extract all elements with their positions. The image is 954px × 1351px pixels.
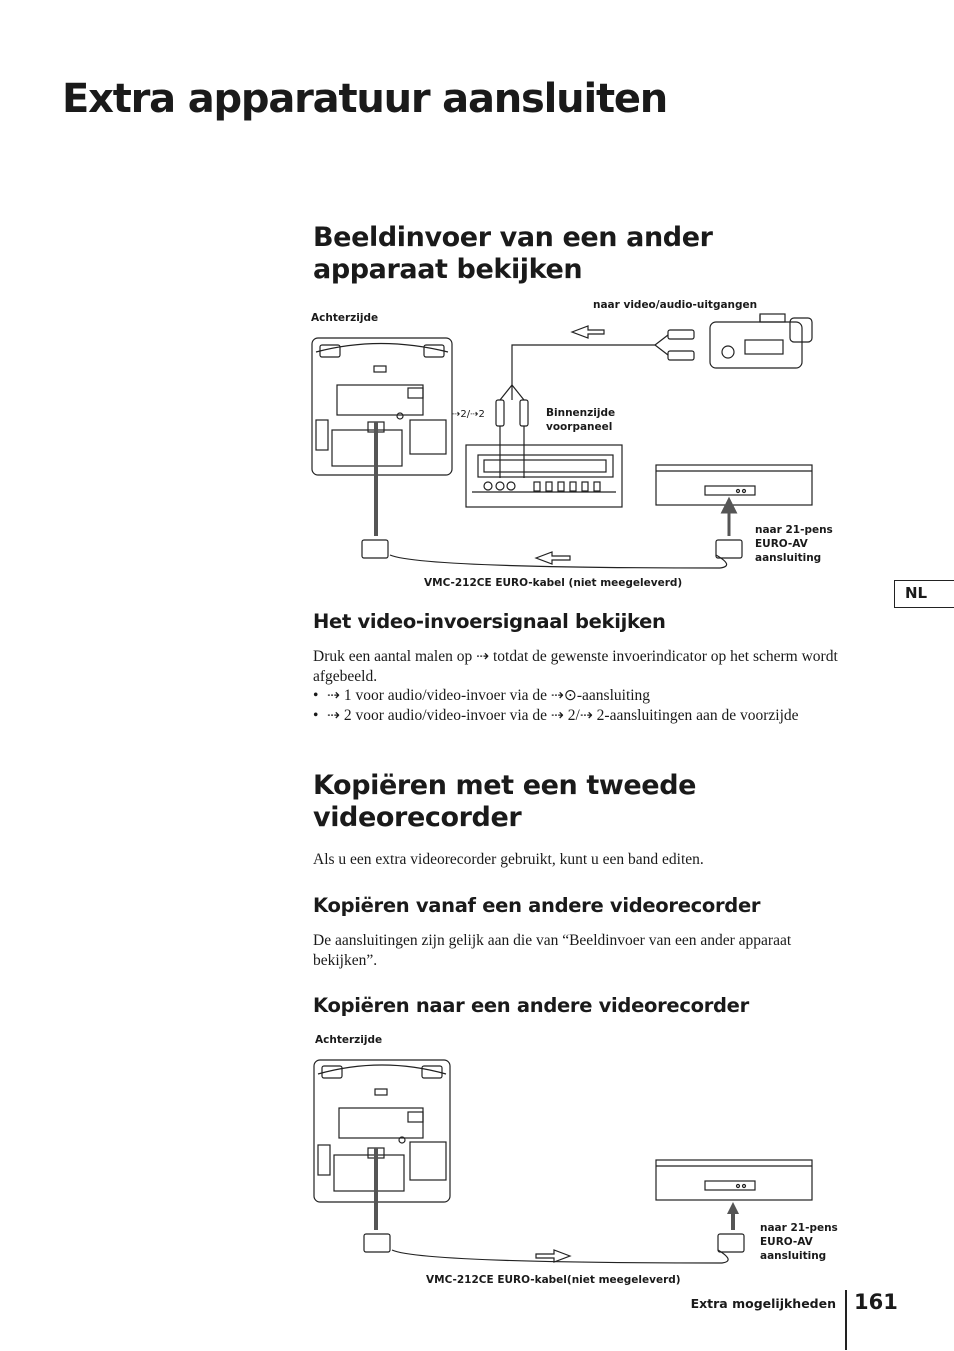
label-cable: VMC-212CE EURO-kabel (niet meegeleverd)	[424, 577, 683, 589]
label-av-out: naar video/audio-uitgangen	[593, 299, 758, 311]
subheading-copy-to: Kopiëren naar een andere videorecorder	[313, 994, 749, 1017]
label-euro-connector: naar 21-pens EURO-AV aansluiting	[755, 524, 833, 564]
copy-from-text: De aansluitingen zijn gelijk aan die van “Beeldinvoer van een ander apparaat bekijken”.	[313, 932, 792, 969]
tv-rear-illustration	[314, 1060, 450, 1202]
copy-intro: Als u een extra videorecorder gebruikt, kunt u een band editen.	[313, 851, 704, 868]
footer-section-name: Extra mogelijkheden	[690, 1296, 836, 1311]
list-item: • ⇢ 2 voor audio/video-invoer via de ⇢ 2/⇢ 2-aansluitingen aan de voorzijde	[313, 706, 799, 724]
subheading-video-input: Het video-invoersignaal bekijken	[313, 610, 666, 633]
label-front-panel: Binnenzijde voorpaneel	[546, 407, 616, 433]
label-rear: Achterzijde	[315, 1034, 383, 1046]
external-device-illustration	[656, 1160, 812, 1200]
footer-divider	[845, 1290, 847, 1350]
intro-text: Druk een aantal malen op ⇢ totdat de gewenste invoerindicator op het scherm wordt afgebeeld.	[313, 648, 838, 685]
label-euro-connector: naar 21-pens EURO-AV aansluiting	[760, 1222, 838, 1262]
page-title: Extra apparatuur aansluiten	[62, 76, 668, 122]
label-cable: VMC-212CE EURO-kabel(niet meegeleverd)	[426, 1274, 681, 1286]
label-rear: Achterzijde	[311, 312, 379, 324]
section-heading-picture-input: Beeldinvoer van een ander apparaat bekijken	[313, 222, 713, 285]
language-tab: NL	[894, 580, 954, 608]
page-number: 161	[854, 1290, 898, 1314]
label-front-jacks: ⇢2/⇢2	[452, 409, 485, 420]
list-item: • ⇢ 1 voor audio/video-invoer via de ⇢⊙-aansluiting	[313, 687, 651, 704]
section-heading-copy: Kopiëren met een tweede videorecorder	[313, 770, 697, 833]
subheading-copy-from: Kopiëren vanaf een andere videorecorder	[313, 894, 761, 917]
